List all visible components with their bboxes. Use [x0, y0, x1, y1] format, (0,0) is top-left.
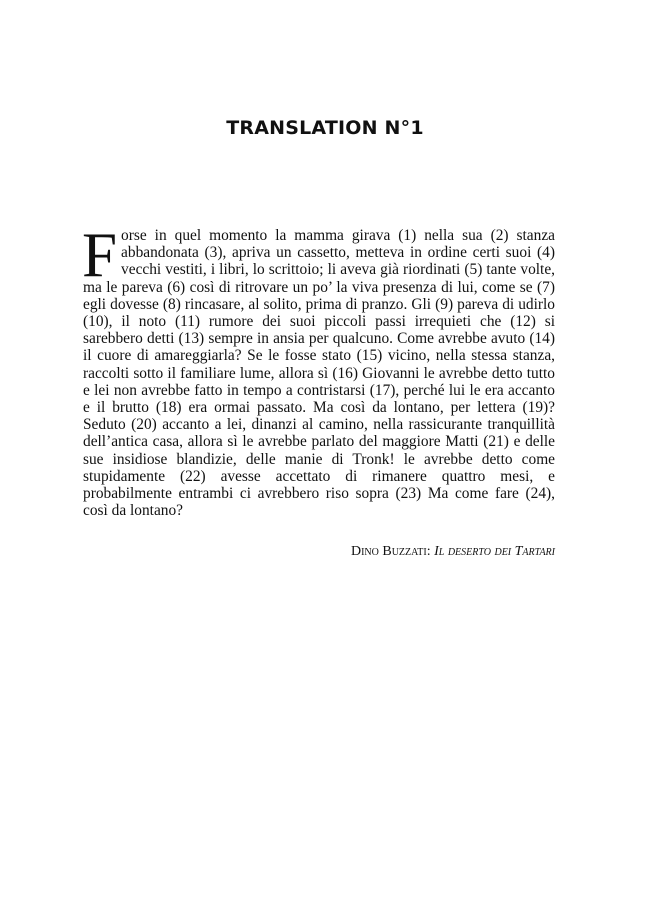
text-passage: [82, 220, 555, 520]
attribution-author: Dino Buzzati: [350, 544, 427, 559]
drop-cap-letter: F: [82, 220, 118, 290]
page-title: TRANSLATION N°1: [226, 117, 424, 139]
attribution-work: Il deserto dei Tartari: [434, 544, 555, 559]
attribution: [83, 544, 555, 560]
attribution-separator: :: [426, 544, 435, 559]
passage-body: orse in quel momento la mamma girava (1) nella sua (2) stanza abbandonata (3), apriva un cassetto, metteva in ordine certi suoi (4) vecchi vestiti, i libri, lo scrittoio; li aveva già riordinati (5) tante volte, ma le pareva (6) così di ritrovare un po’ la viva presenza di lui, come se (7) egli dovesse (8) rincasare, al solito, prima di pranzo. Gli (9) pareva di udirlo (10), il noto (11) rumore dei suoi piccoli passi irrequieti che (12) si sarebbero detti (13) sempre in ansia per qualcuno. Come avrebbe avuto (14) il cuore di amareggiarla? Se le fosse stato (15) vicino, nella stessa stanza, raccolti sotto il familiare lume, allora sì (16) Giovanni le avrebbe detto tutto e lei non avrebbe fatto in tempo a contristarsi (17), perché lui le era accanto e il brutto (18) era ormai passato. Ma così da lontano, per lettera (19)? Seduto (20) accanto a lei, dinanzi al camino, nella rassicurante tranquillità dell’antica casa, allora sì le avrebbe parlato del maggiore Matti (21) e delle sue insidiose blandizie, delle manie di Tronk! le avrebbe detto come stupidamente (22) avesse accettato di rimanere quattro mesi, e probabilmente entrambi ci avrebbero riso sopra (23) Ma come fare (24), così da lontano?: [83, 227, 555, 520]
